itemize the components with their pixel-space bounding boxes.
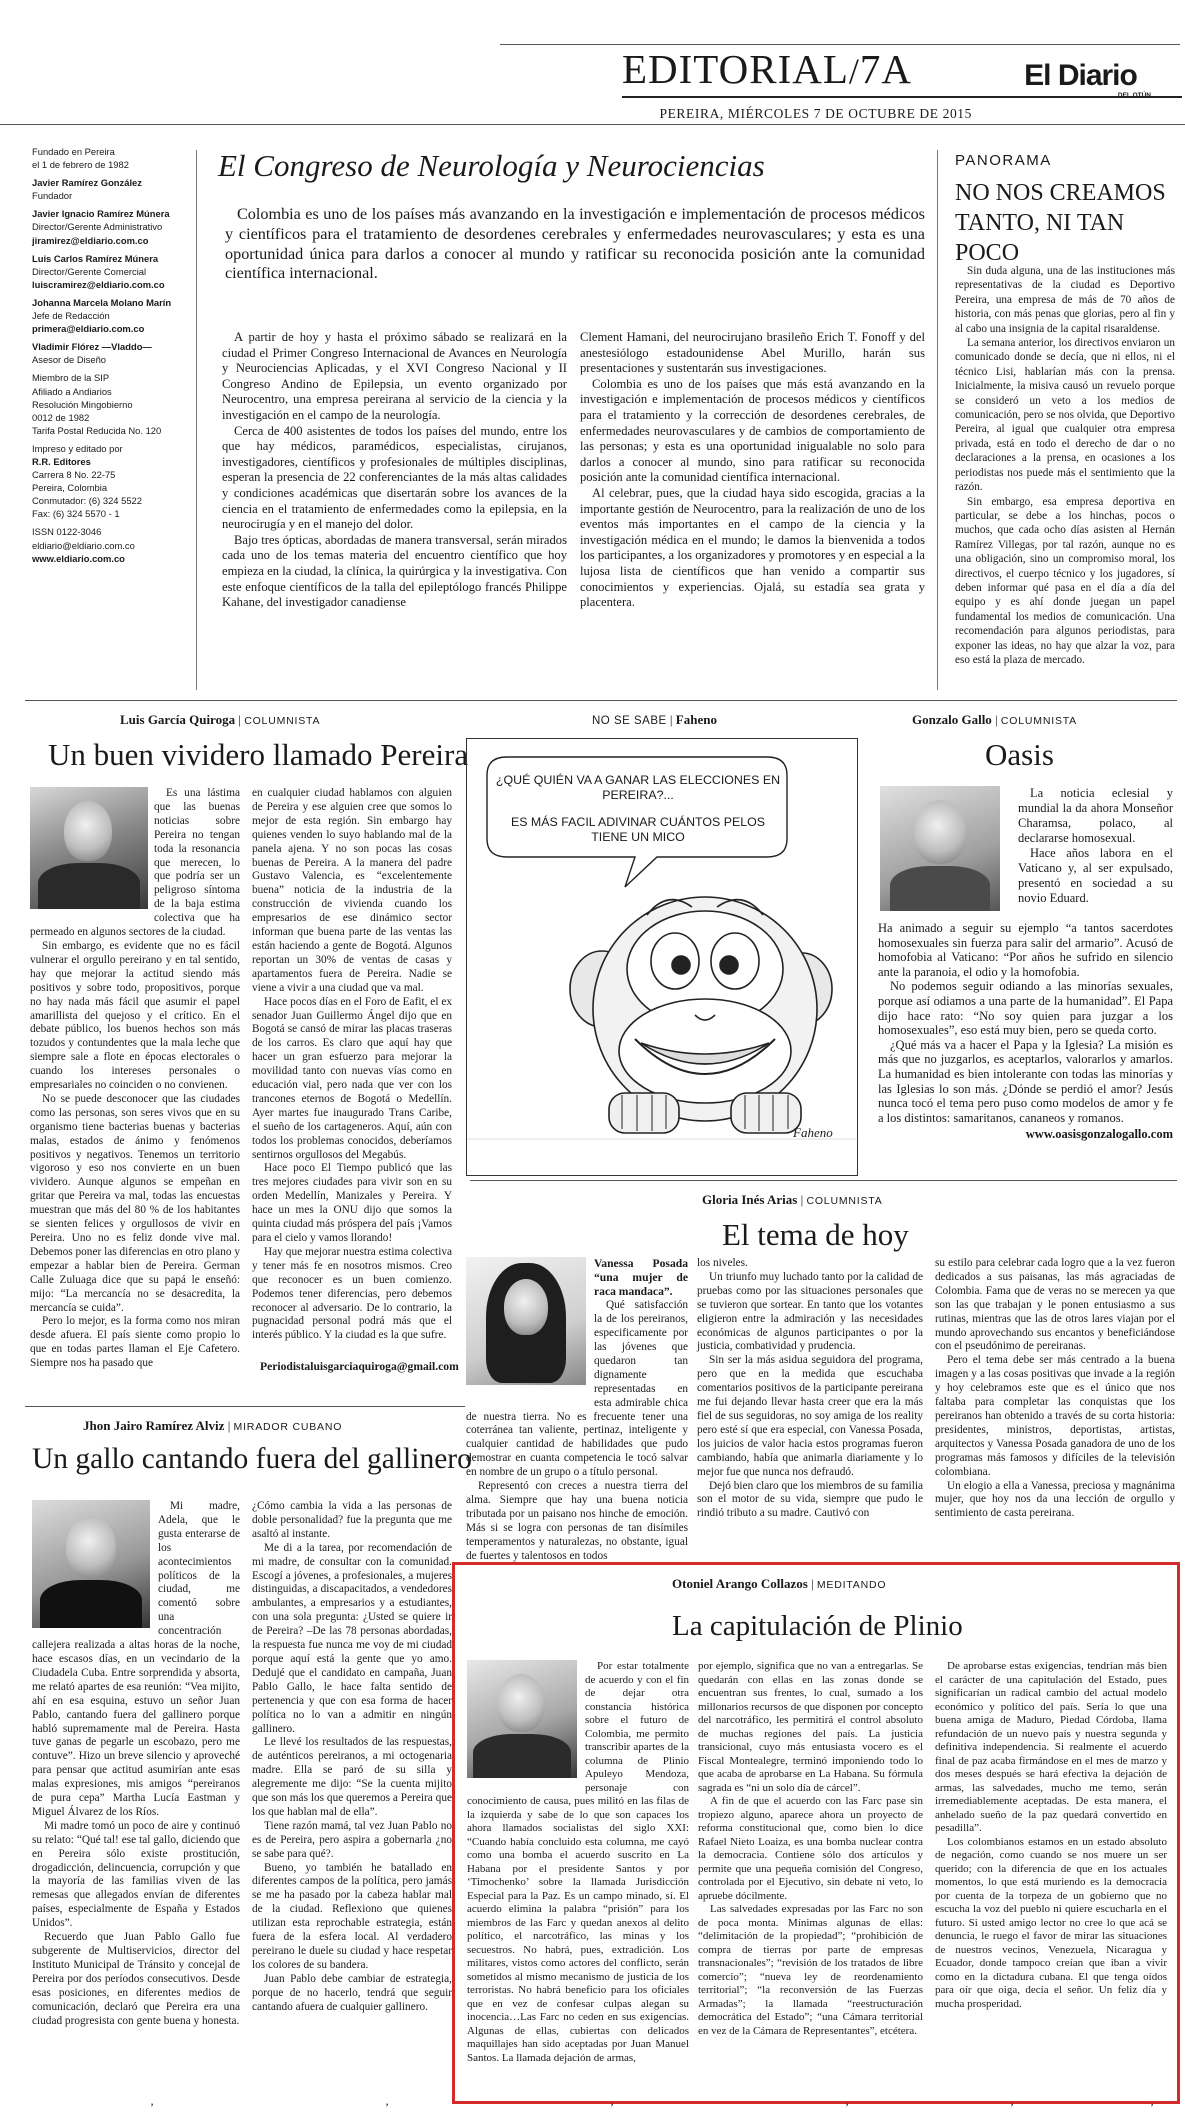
masthead-line: Javier Ramírez González bbox=[32, 177, 142, 189]
masthead-line: Conmutador: (6) 324 5522 bbox=[32, 495, 142, 507]
masthead-line: Javier Ignacio Ramírez Múnera bbox=[32, 208, 170, 220]
arango-author: Otoniel Arango Collazos bbox=[672, 1576, 808, 1591]
ramirez-column-2 bbox=[252, 1500, 452, 2015]
arias-section: COLUMNISTA bbox=[806, 1195, 883, 1207]
garcia-title: Un buen vividero llamado Pereira bbox=[48, 737, 469, 772]
footer-mark: ’ bbox=[1010, 2100, 1014, 2114]
masthead-line: 0012 de 1982 bbox=[32, 411, 90, 423]
masthead-line: Afiliado a Andiarios bbox=[32, 385, 112, 397]
garcia-paragraph: Sin embargo, es evidente que no es fácil vulnerar el orgullo pereirano y en tal sentido, hay que mejorar la actitud siendo más positivos y sobre todo, propositivos, porque no hay nada más fácil que asumir el papel amarillista del quejoso y el crítico. En el debate público, los buenos hechos son más tozudos y contundentes que la mala leche que siempre sale a flote en épocas electorales o cuando los intereses personales o empresariales no coinciden o no convienen. bbox=[30, 939, 240, 1092]
arango-section: MEDITANDO bbox=[816, 1579, 887, 1591]
masthead-line: primera@eldiario.com.co bbox=[32, 323, 145, 335]
panorama-paragraph: La semana anterior, los directivos enviaron un comunicado donde se decía, que ni ellos, ni el técnico Lisi, hablarían más con la prensa. Inicialmente, la misiva causó un revuelo porque se consideró un veto a los medios de comunicación, pero se nos olvida, que Deportivo Pereira, al igual que cualquier otra empresa privada, está en todo el derecho de dar o no declaraciones a la prensa, en ocasiones a los periodistas nos puede más el sentimiento que la razón. bbox=[955, 337, 1175, 494]
cartoon-signature: Faheno bbox=[793, 1125, 833, 1140]
editorial-paragraph: Clement Hamani, del neurocirujano brasileño Erich T. Fonoff y del anestesiólogo estadounidense Abel Murillo, harán sus presentaciones y sustentarán sus investigaciones. bbox=[580, 330, 925, 376]
arias-byline: Gloria Inés Arias | COLUMNISTA bbox=[702, 1192, 883, 1207]
arango-byline: Otoniel Arango Collazos | MEDITANDO bbox=[672, 1576, 887, 1591]
arias-paragraph: Pero el tema debe ser más centrado a la buena imagen y a las cosas positivas que invade a la región y hoy celebramos este que es el único que nos faltaba para completar las conquistas que los pereiranos han obtenido a través de su corta historia: presidentes, ministros, deportistas, artistas, arquitectos y Vanessa Posada ganadora de uno de los programas más famosos y difíciles de la televisión colombiana. bbox=[935, 1354, 1175, 1478]
masthead-line: Fax: (6) 324 5570 - 1 bbox=[32, 508, 120, 520]
footer-marks bbox=[0, 2100, 1185, 2114]
editorial-divider bbox=[937, 150, 938, 690]
masthead-line: Luis Carlos Ramírez Múnera bbox=[32, 252, 159, 264]
cartoon-kicker: NO SE SABE bbox=[592, 715, 667, 727]
masthead-line: Pereira, Colombia bbox=[32, 482, 108, 494]
editorial-paragraph: Bajo tres ópticas, abordadas de manera transversal, serán mirados cada uno de los temas materia del encuentro científico que hoy empieza en la ciudad, la clínica, la quirúrgica y la investigativa. Con este enfoque científicos de la talla del epileptólogo francés Philippe Kahane, del investigador canadiense bbox=[222, 532, 567, 610]
masthead-line: el 1 de febrero de 1982 bbox=[32, 159, 129, 171]
arias-column-2 bbox=[697, 1257, 923, 1521]
gallo-intro-2: Hace años labora en el Vaticano y, al ser expulsado, presentó en sociedad a su novio Eduard. bbox=[1018, 846, 1173, 905]
editorial-column-1 bbox=[222, 330, 567, 611]
section-label: EDITORIAL bbox=[622, 46, 849, 92]
gallo-author: Gonzalo Gallo bbox=[912, 712, 992, 727]
masthead-line: Tarifa Postal Reducida No. 120 bbox=[32, 424, 162, 436]
bubble-question: ¿QUÉ QUIÉN VA A GANAR LAS ELECCIONES EN PEREIRA?... bbox=[495, 773, 781, 802]
ramirez-paragraph: Mi madre, Adela, que le gusta enterarse de los acontecimientos políticos de la ciudad, me comentó sobre una concentración callejera realizada a altas horas de la noche, hace escasos días, en un vecindario de la Ciudadela Cuba. Entre sorprendida y absorta, me relató apartes de esa reunión: “Vea mijito, ahí en esa esquina, estuvo un señor Juan Pablo, cantando fuera del gallinero porque habló supremamente mal de Pereira. Hasta tuve ganas de pegarle un escobazo, pero me contuve”. Hizo un breve silencio y aproveché para pensar que actitud asumirían ante esas malas expresiones, mis amigos “pereiranos de pura cepa” Martha Lucía Eastman y Miguel Álvarez de los Ríos. bbox=[32, 1500, 240, 1818]
arango-paragraph: Por estar totalmente de acuerdo y con el fin de dejar otra constancia histórica sobre el futuro de Colombia, me permito transcribir apartes de la columna de Plinio Apuleyo Mendoza, personaje con conocimiento de causa, pues militó en las filas de la izquierda y sabe de lo que son capaces los ahora llamados socialistas del siglo XXI: “Cuando había concluido esta columna, me cayó como una bomba el acuerdo suscrito en La Habana por el presidente Santos y por ‘Timochenko’ sobre la llamada Jurisdicción Especial para la Paz. Es un campo minado, sí. El acuerdo elimina la palabra “prisión” para los miembros de las Farc y quedan anexos al delito político, el narcotráfico, las minas y los secuestros. No habrá, pues, extradición. Los militares, vistos como actores del conflicto, serán sometidos al mismo mecanismo de justicia de los terroristas. No habrá beneficio para los oficiales que en vez de confesar culpas alegan su inocencia…Las Farc no ceden en sus exigencias. Algunas de ellas, cubiertas con delicados maquillajes han sido aceptadas por Juan Manuel Santos. La llamada dejación de armas, bbox=[467, 1660, 689, 2064]
panorama-paragraph: Sin embargo, esa empresa deportiva en particular, se debe a los hinchas, pocos o muchos, que cada ocho días asisten al Hernán Ramírez Villegas, por tal razón, aunque no es una obligación, sino un compromiso moral, los directivos, el cuerpo técnico y los jugadores, sí deben informar qué pasa en el día a día del equipo y es ahí donde juegan un papel fundamental los medios de comunicación. Una recomendación para algunos periodistas, para exponer las ideas, no hay que alzar la voz, para eso está la plaza de mercado. bbox=[955, 495, 1175, 666]
masthead-line: ISSN 0122-3046 bbox=[32, 526, 102, 538]
gallo-url: www.oasisgonzalogallo.com bbox=[1025, 1127, 1173, 1142]
cartoon-drawing bbox=[467, 739, 859, 1177]
editorial-paragraph: Colombia es uno de los países que más está avanzando en la investigación e implementación de procesos médicos y científicos para el tratamiento y la corrección de desordenes cerebrales, de enfermedades neurovasculares y de cambios de comportamiento de las personas; y esta es una oportunidad inigualable no solo para darlos a conocer al mundo, sino para ratificar su reconocida posición ante la comunidad científica internacional. bbox=[580, 376, 925, 485]
gallo-intro-1: La noticia eclesial y mundial la da ahora Monseñor Charamsa, polaco, al declararse homosexual. bbox=[1018, 786, 1173, 845]
arango-paragraph: Los colombianos estamos en un estado absoluto de negación, como cuando se nos muere un ser querido; con la diferencia de que en los actuales momentos, lo que está muriendo es la democracia por cuenta de la torpeza de un gobierno que no escucha la voz del pueblo ni quiere escucharla en el futuro. Si usted amigo lector no cree lo que acá se denuncia, le ruego el favor de mirar las situaciones de nuestros vecinos, Venezuela, Nicaragua y Ecuador, donde tampoco creían que iban a vivir como en la dictadura cubana. El que tenga oídos para oír que oiga, decía el señor. Un feliz día y mucha prosperidad. bbox=[935, 1835, 1167, 2010]
arango-column-2 bbox=[698, 1660, 923, 2038]
gallo-body bbox=[878, 921, 1173, 1142]
arango-paragraph: A fin de que el acuerdo con las Farc pase sin tropiezo alguno, aparece ahora un proyecto de reforma constitucional que, como bien lo dice Rafael Nieto Loaiza, es una bomba nuclear contra la democracia. Contiene sólo dos artículos y permite que una pequeña comisión del Congreso, controlada por el Ejecutivo, sin debate ni veto, lo apruebe dócilmente. bbox=[698, 1795, 923, 1902]
garcia-paragraph: Pero lo mejor, es la forma como nos miran desde afuera. El país siente como propio lo que en todas partes llaman el Eje Cafetero. Siempre nos ha pasado que bbox=[30, 1315, 240, 1370]
section-title: EDITORIAL/7A bbox=[622, 46, 912, 92]
section-rule-3 bbox=[25, 1406, 465, 1407]
masthead-line: luiscramirez@eldiario.com.co bbox=[32, 278, 165, 290]
garcia-author: Luis García Quiroga bbox=[120, 712, 236, 727]
masthead-line: jiramirez@eldiario.com.co bbox=[32, 234, 149, 246]
masthead-line: www.eldiario.com.co bbox=[32, 552, 125, 564]
gallo-paragraph: No podemos seguir odiando a las minorías sexuales, porque así odiamos a una parte de la humanidad”. El Papa dijo hace rato: “No soy quien para juzgar a los homosexuales”, eso está muy bien, pero se queda corto. bbox=[878, 979, 1173, 1038]
masthead-line: Fundado en Pereira bbox=[32, 146, 115, 157]
gallo-section: COLUMNISTA bbox=[1000, 715, 1077, 727]
arias-paragraph: Un triunfo muy luchado tanto por la calidad de pruebas como por las situaciones personales que se tuvieron que sortear. En tanto que los votantes eligieron entre la admiración y las necesidades económicas de algunos participantes o por la justicia, combatividad y prudencia. bbox=[697, 1270, 923, 1353]
arias-title: El tema de hoy bbox=[722, 1217, 909, 1252]
logo-box bbox=[998, 60, 1163, 100]
ramirez-paragraph: Me di a la tarea, por recomendación de mi madre, de consultar con la comunidad. Escogí a jóvenes, a profesionales, a mujeres distinguidas, a discapacitados, a vendedores ambulantes, a empresarios y a estudiantes, con una sola pregunta: ¿Usted se quiere ir de Pereira? –De las 78 personas abordadas, la respuesta fue nunca me voy de mi ciudad porque aquí está la gente que yo amo. Dedujé que el candidato en campaña, Juan Pablo Gallo, le hace falta sentido de pertenencia y que con esa forma de hacer política no lo van a admitir en ningún gallinero. bbox=[252, 1541, 452, 1735]
masthead-line: Director/Gerente Administrativo bbox=[32, 221, 163, 233]
arango-title: La capitulación de Plinio bbox=[672, 1610, 963, 1642]
cartoon-frame bbox=[466, 738, 858, 1176]
gallo-intro-3: Ha animado a seguir su ejemplo “a tantos sacerdotes homosexuales sin fuerza para salir del armario”. Acusó de homofobia al Vaticano: “Por años he sufrido en silencio ante la paranoia, el odio y la homofobia. bbox=[878, 921, 1173, 979]
panorama-body bbox=[955, 264, 1175, 667]
arias-author: Gloria Inés Arias bbox=[702, 1192, 798, 1207]
section-rule-1 bbox=[25, 700, 1177, 701]
arias-paragraph: Dejó bien claro que los miembros de su familia son el motor de su vida, siempre que pudo le rindió tributo a su madre. Cautivó con bbox=[697, 1479, 923, 1520]
footer-mark: ’ bbox=[845, 2100, 849, 2114]
garcia-section: COLUMNISTA bbox=[244, 715, 321, 727]
section-rule-2 bbox=[470, 1180, 1177, 1181]
arias-paragraph: Representó con creces a nuestra tierra del alma. Siempre que hay una buena noticia tributada por un paisano nos hinche de emoción. Más si se logra con personas de tan disímiles temperamentos y naturalezas, no obstante, igual de fuertes y talentosos en todos bbox=[466, 1480, 688, 1562]
ramirez-byline: Jhon Jairo Ramírez Alviz | MIRADOR CUBANO bbox=[83, 1418, 343, 1433]
ramirez-section: MIRADOR CUBANO bbox=[233, 1421, 343, 1433]
garcia-signoff: Periodistaluisgarciaquiroga@gmail.com bbox=[260, 1360, 459, 1373]
masthead-line: R.R. Editores bbox=[32, 455, 91, 467]
arias-pull-bold: Vanessa Posada bbox=[594, 1257, 688, 1270]
page-number: 7A bbox=[859, 46, 912, 92]
garcia-column-1 bbox=[30, 787, 240, 1371]
garcia-paragraph: Hace pocos días en el Foro de Eafit, el ex senador Juan Guillermo Ángel dijo que en Bogotá se cansó de mirar las placas traseras de los carros. Es claro que aquí hay que hacer un gran esfuerzo para mejorar la movilidad tanto con nuevas vías como en educación vial, pero nada que ver con los trancones eternos de Bogotá o Medellín. Ayer martes fue inaugurado Trans Caribe, el sueño de los cartageneros. Aquí, aún con todos los problemas conocidos, deberíamos sentirnos orgullosos del Megabús. bbox=[252, 995, 452, 1161]
footer-mark: ’ bbox=[150, 2100, 154, 2114]
bubble-answer: ES MÁS FACIL ADIVINAR CUÁNTOS PELOS TIENE UN MICO bbox=[510, 815, 766, 844]
arias-paragraph: los niveles. bbox=[697, 1257, 748, 1269]
gallo-byline: Gonzalo Gallo | COLUMNISTA bbox=[912, 712, 1077, 727]
ramirez-title: Un gallo cantando fuera del gallinero bbox=[32, 1443, 472, 1475]
logo: El Diario bbox=[1024, 59, 1137, 92]
monkey-icon bbox=[570, 897, 832, 1133]
masthead-line: Miembro de la SIP bbox=[32, 372, 110, 384]
arias-column-3 bbox=[935, 1257, 1175, 1521]
ramirez-column-1 bbox=[32, 1500, 240, 2028]
editorial-paragraph: Al celebrar, pues, que la ciudad haya sido escogida, gracias a la importante gestión de Neurocentro, para la realización de uno de los eventos más importantes en el campo de la ciencia y la investigación médica en el mundo; le damos la bienvenida a todos los participantes, a los organizadores y promotores y en especial a la lujosa lista de científicos que han venido a compartir sus conocimientos y experiencias. Ojalá, su estadía sea grata y placentera. bbox=[580, 485, 925, 610]
editorial-lead: Colombia es uno de los países más avanzando en la investigación e implementación de procesos médicos y científicos para el tratamiento de desordenes cerebrales y enfermedades neurovasculares; y esta es una oportunidad única para darlos a conocer al mundo y ratificar su reconocida posición ante la comunidad científica internacional. bbox=[225, 205, 925, 283]
ramirez-paragraph: Tiene razón mamá, tal vez Juan Pablo no es de Pereira, pero aspira a gobernarla ¿no se sabe para qué?. bbox=[252, 1819, 452, 1860]
arias-paragraph: Qué satisfacción la de los pereiranos, especificamente por las jóvenes que quedaron tan dignamente representadas en esta admirable chica de nuestra tierra. No es frecuente tener una coterránea tan valiente, pertinaz, inteligente y cualquier cantidad de habilidades que pudo demostrar en cuanta competencia le tocó salvar en nombre de un grupo o a título personal. bbox=[466, 1299, 688, 1479]
editorial-column-2 bbox=[580, 330, 925, 611]
arango-paragraph: De aprobarse estas exigencias, tendrían más bien el carácter de una capitulación del Estado, pues significarían un radical cambio del actual modelo económico y político del país. Sería lo que una buena amiga de Maduro, Piedad Córdoba, llama refundación de un nuevo país y nuestra segunda y definitiva independencia. Si realmente el acuerdo final de paz acaba firmándose en el mes de marzo y dos meses después se hará efectiva la dejación de armas, las salvedades, mucho me temo, serán irremediablemente aceptadas. De esta manera, el anhelado sueño de la paz quedará convertido en pesadilla”. bbox=[935, 1660, 1167, 1834]
cartoon-header: NO SE SABE | Faheno bbox=[592, 712, 717, 727]
header-rule bbox=[622, 96, 1182, 98]
footer-mark: ’ bbox=[610, 2100, 614, 2114]
ramirez-paragraph: Recuerdo que Juan Pablo Gallo fue subgerente de Multiservicios, director del Instituto Municipal de Tránsito y concejal de Pereira por dos períodos consecutivos. Desde esas posiciones, en diferentes medios de comunicación, declaró que Pereira era una ciudad progresista con gente buena y honesta. bbox=[32, 1931, 240, 2027]
arango-column-1 bbox=[467, 1660, 689, 2065]
ramirez-paragraph: Mi madre tomó un poco de aire y continuó su relato: “Qué tal! ese tal gallo, diciendo que en Pereira sólo existe prostitución, drogadicción, delincuencia, corrupción y que la mayoría de las familias viven de las remesas que allegados envían de diferentes países, especialmente de España y Estados Unidos”. bbox=[32, 1819, 240, 1930]
garcia-paragraph: Es una lástima que las buenas noticias sobre Pereira no tengan toda la resonancia que merecen, lo que podría ser un peligroso síntoma de la baja estima colectiva que ha permeado en algunos sectores de la ciudad. bbox=[30, 787, 240, 939]
garcia-paragraph: Hace poco El Tiempo publicó que las tres mejores ciudades para vivir son en su orden Medellín, Manizales y Pereira. Y hace un mes la ONU dijo que somos la quinta ciudad más próspera del país ¡Vamos para el cielo y vamos llorando! bbox=[252, 1162, 452, 1244]
panorama-kicker: PANORAMA bbox=[955, 152, 1052, 169]
ramirez-paragraph: Le llevé los resultados de las respuestas, de auténticos pereiranos, a mi octogenaria madre. Ella se paró de su silla y alegremente me dijo: “Se la cuenta mijito que son más los que queremos a Pereira que los que hablan mal de ella”. bbox=[252, 1736, 452, 1818]
arias-column-1 bbox=[466, 1257, 688, 1564]
arias-paragraph: su estilo para celebrar cada logro que a la vez fueron dedicados a sus paisanas, las más agraciadas de Colombia. Fama que de veras no se merecen ya que son las que trabajan y le ponen entusiasmo a sus rutinas, mientras que las de otros lares viajan por el mundo aprovechando sus encantos y beneficiándose con el pseudónimo de pereiranas. bbox=[935, 1257, 1175, 1353]
masthead-line: Johanna Marcela Molano Marín bbox=[32, 296, 172, 308]
masthead-line: Asesor de Diseño bbox=[32, 354, 106, 366]
gallo-intro bbox=[1018, 786, 1173, 906]
masthead-line: Jefe de Redacción bbox=[32, 310, 110, 322]
garcia-paragraph: en cualquier ciudad hablamos con alguien de Pereira y ese alguien cree que somos lo mejor de esta región. Sin embargo hay quienes venden lo suyo hablando mal de la panela ajena. Y no son pocas las cosas buenas de Pereira. A la manera del padre Gustavo Valencia, es “excelentemente buena” noticia de la industria de la construcción de vivienda cuando los empresarios de ese dinámico sector informan que buena parte de las ventas las están haciendo a gente de Bogotá. Algunos reportan un 30% de ventas de casas y apartamentos fuera de Pereira. Nadie se viene a vivir a una ciudad que va mal. bbox=[252, 787, 452, 994]
garcia-byline: Luis García Quiroga | COLUMNISTA bbox=[120, 712, 321, 727]
footer-mark: ’ bbox=[1150, 2100, 1154, 2114]
masthead bbox=[32, 145, 192, 565]
garcia-column-2 bbox=[252, 787, 452, 1343]
masthead-line: eldiario@eldiario.com.co bbox=[32, 539, 135, 551]
arias-pull-quote: “una mujer de raca mandaca”. bbox=[594, 1271, 688, 1299]
arango-paragraph: Las salvedades expresadas por las Farc no son de poca monta. Mínimas algunas de ellas: “delimitación de la propiedad”; “prohibición de compra de tierras por parte de empresas transnacionales”; “revisión de los tratados de libre comercio”; “nueva ley de reordenamiento territorial”; “la reconversión de las Fuerzas Armadas”; la llamada “reestructuración democrática del Estado”; “una Cámara territorial en vez de la Cámara de Representantes”, etcétera. bbox=[698, 1903, 923, 2037]
footer-mark: ’ bbox=[385, 2100, 389, 2114]
masthead-line: Impreso y editado por bbox=[32, 442, 123, 454]
ramirez-paragraph: Juan Pablo debe cambiar de estrategia, porque de no hacerlo, tendrá que seguir cantando afuera de cualquier gallinero. bbox=[252, 1972, 452, 2013]
ramirez-author: Jhon Jairo Ramírez Alviz bbox=[83, 1418, 225, 1433]
editorial-paragraph: A partir de hoy y hasta el próximo sábado se realizará en la ciudad el Primer Congreso Internacional de Avances en Neurología y Neurociencias Aplicadas, y el XVI Congreso Nacional y II Congreso Andino de Epilepsia, un evento organizado por Neurocentro, una empresa pereirana al servicio de la ciencia y la investigación en el campo de la neurología. bbox=[222, 330, 567, 422]
masthead-line: Carrera 8 No. 22-75 bbox=[32, 469, 116, 481]
ramirez-paragraph: ¿Cómo cambia la vida a las personas de doble personalidad? fue la pregunta que me asaltó al instante. bbox=[252, 1500, 452, 1540]
arango-paragraph: por ejemplo, significa que no van a entregarlas. Se quedarán con ellas en las zonas donde se encuentran sus frentes, lo cual, sumado a los millonarios recursos de que disponen por concepto del narcotráfico, les permitirá el control absoluto de muchas regiones del país. La justicia transicional, cuyo más entusiasta vocero es el Fiscal Montealegre, terminó imponiendo todo lo que acaba de aprobarse en La Habana. Su fórmula sagrada es “ni un solo día de cárcel”. bbox=[698, 1660, 923, 1794]
gallo-title: Oasis bbox=[985, 737, 1054, 772]
masthead-line: Resolución Mingobierno bbox=[32, 398, 133, 410]
gallo-photo bbox=[880, 786, 1000, 911]
dateline: PEREIRA, MIÉRCOLES 7 DE OCTUBRE DE 2015 bbox=[659, 106, 972, 121]
masthead-line: Vladimir Flórez —Vladdo— bbox=[32, 341, 152, 353]
editorial-paragraph: Cerca de 400 asistentes de todos los países del mundo, entre los que hay médicos, paramédicos, especialistas, cirujanos, investigadores, científicos y profesionales de múltiples disciplinas, esperan la presencia de 22 conferenciantes de la más altas calidades y condiciones académicas que disertarán sobre los avances de la ciencia en el tratamiento de enfermedades como la epilepsia, en la neurocirugía y en el manejo del dolor. bbox=[222, 423, 567, 532]
cartoon-author: Faheno bbox=[675, 712, 717, 727]
masthead-divider bbox=[196, 150, 197, 690]
garcia-paragraph: Hay que mejorar nuestra estima colectiva y tener más fe en nosotros mismos. Creo que reconocer es un buen comienzo. Podemos tener diferencias, pero debemos reconocer al adversario. De lo contrario, la pugnacidad personal podrá más que el interés público. Y la ciudad es la que sufre. bbox=[252, 1245, 452, 1342]
editorial-title: El Congreso de Neurología y Neurociencias bbox=[218, 148, 765, 183]
panorama-paragraph: Sin duda alguna, una de las instituciones más representativas de la ciudad es Deportivo Pereira, una empresa de más de 70 años de historia, con más penas que glorias, pero al fin y al cabo una insignia de la capital risaraldense. bbox=[955, 265, 1175, 335]
panorama-title: NO NOS CREAMOS TANTO, NI TAN POCO bbox=[955, 180, 1166, 266]
arias-paragraph: Un elogio a ella a Vanessa, preciosa y magnánima mujer, que hoy nos da una lección de orgullo y sentimiento de casta pereirana. bbox=[935, 1479, 1175, 1520]
masthead-line: Director/Gerente Comercial bbox=[32, 265, 147, 277]
top-thin-rule bbox=[500, 44, 1180, 45]
gallo-paragraph: ¿Qué más va a hacer el Papa y la Iglesia? La misión es más que no juzgarlos, es aceptarlos, valorarlos y amarlos. La humanidad es bien intolerante con todas las minorías y las Iglesias lo son más. ¿Dónde se perdió el amor? Jesús nunca tocó el tema pero puso como modelos de amor y fe a los distintos: samaritanos, cananeos y romanos. bbox=[878, 1037, 1173, 1125]
masthead-line: Fundador bbox=[32, 190, 73, 202]
ramirez-paragraph: Bueno, yo también he batallado en diferentes campos de la política, pero jamás se me ha pasado por la cabeza hablar mal de la ciudad. Reflexiono que quienes utilizan esta reprochable estrategia, están fuera de la esfera local. Al verdadero pereirano le duele su ciudad y hace respetar los colores de su bandera. bbox=[252, 1861, 452, 1971]
garcia-paragraph: No se puede desconocer que las ciudades como las personas, son seres vivos que en su organismo tiene bacterias buenas y bacterias malas, estados de ánimo y fenómenos positivos y negativos. Tenemos un territorio vigoroso y eso nos convierte en un buen vividero. Aunque algunos se empeñan en gritar que Pereira va mal, todas las encuestas muestran que más del 80 % de los habitantes se sienten felices y orgullosos de vivir en Pereira. Uno no es feliz donde vive mal. Debemos poner las diferencias en otro plano y empezar a hablar bien de Pereira. German Calle Zuluaga dice que su papá le enseñó: mijo: “La mercancía no se desacredita, la mercancía se cuida”. bbox=[30, 1092, 240, 1314]
arango-column-3 bbox=[935, 1660, 1167, 2011]
header-rule-bottom bbox=[0, 124, 1185, 125]
arias-paragraph: Sin ser la más asidua seguidora del programa, pero que en la medida que escuchaba comentarios positivos de la participante pereirana me fui dejando llevar hasta creer que era la más fiel de sus seguidoras, no soy amiga de los reality pero esté sí que era especial, con Vanessa Posada, los juicios de valor hacia estos programas fueron cambiando, había que animarla diariamente y lo mejor fue que nunca nos defraudó. bbox=[697, 1354, 923, 1478]
